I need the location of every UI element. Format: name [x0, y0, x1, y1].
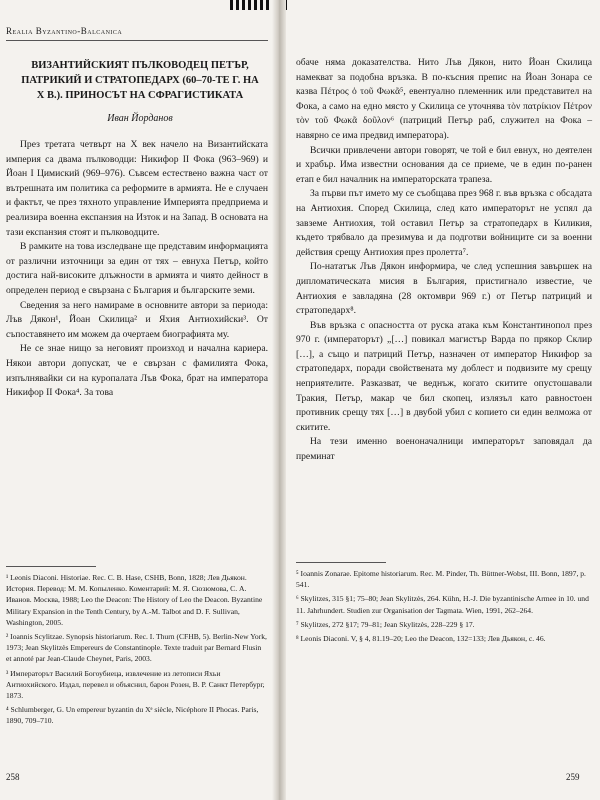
footnote: ⁸ Leonis Diaconi. V, § 4, 81.19–20; Leo the Deacon, 132=133; Лев Дьякон, с. 46. [296, 634, 546, 644]
paragraph: През третата четвърт на Х век начело на Византийската империя са двама пълководци: Никифор II Фока (963–969) и Йоан I Цимиский (969–976). Съвсем естествено важна част от вътрешната им политика са реформите в армията. Не е случаен и фактът, че през тяхното управление Империята предприема и реализира военна експанзия на Изток и на Запад. В основата на тази експанзия стоят и пълководците. [6, 139, 268, 238]
running-head-rule [6, 40, 268, 41]
paragraph: Всички привлечени автори говорят, че той е бил евнух, но деятелен и храбър. Има известни основания да се приеме, че в един по-ранен етап е бил началник на императорската трапеза. [296, 144, 592, 185]
footnote: ⁷ Skylitzes, 272 §17; 79–81; Jean Skylitzès, 228–229 § 17. [296, 619, 475, 629]
footnote: ² Ioannis Scylitzae. Synopsis historiarum. Rec. I. Thurn (CFHB, 5). Berlin-New York, 1973; Jean Skylitzès Empereurs de Constantinople. Texte traduit par Bernard Flusin et annoté par Jean-Claude Cheynet, Paris, 2003. [6, 632, 267, 664]
paragraph: В рамките на това изследване ще представим информацията от различни източници за един от тях – евнуха Петър, който достига най-високите длъжности в армията и чиято дейност в определен период е свързана с България и българските земи. [6, 241, 268, 296]
paragraph: За първи път името му се съобщава през 968 г. във връзка с обсадата на Антиохия. Според Скилица, след като императорът не успял да завземе Антиохия, той оставил Петър за стратопедарх в Киликия, където трябвало да презимува и да подготви войниците си за военни действия срещу Антиохия през пролетта⁷. [296, 188, 592, 258]
footnote-rule [6, 566, 96, 567]
right-footnotes [296, 568, 592, 647]
page-number: 259 [566, 772, 580, 782]
footnote: ³ Императорът Василий Богоубиеца, извлечение из летописи Яхьи Антиохийского. Издал, перевел и объяснил, барон Розен, В. Р. Санкт Петербург, 1873. [6, 668, 265, 701]
right-page [286, 0, 600, 800]
left-page [0, 0, 272, 800]
footnote: ¹ Leonis Diaconi. Historiae. Rec. C. B. Hase, CSHB, Bonn, 1828; Лев Дьякон. История. Перевод: М. М. Копыленко. Коментарий: М. Я. Сюзюмова, С. А. Иванов. Москва, 1988; Leo the Deacon: The History of Leo the Deacon. Byzantine Military Expansion in the Tenth Century, by A.-M. Talbot and D. F. Sullivan, Washington, 2005. [6, 573, 263, 627]
paragraph: Във връзка с опасността от руска атака към Константинопол през 970 г. (императорът) „[…] повикал магистър Варда по прякор Склир […], а също и патриций Петър, назначен от император Никифор за стратопедарх, поради свойствената му доблест и подвизите му срещу неприятелите. Разказват, че веднъж, когато скитите опустошавали Тракия, Петър, макар че бил скопец, излязъл като равностоен противник срещу тях […] в двубой убил с копието си един велможа от скитите. [296, 319, 592, 433]
paragraph: По-нататък Лъв Дякон информира, че след успешния завършек на дипломатическата мисия в България, пристигнало известие, че Антиохия е завладяна (28 октомври 969 г.) от Петър патриций и стратопедарх⁸. [296, 261, 592, 317]
left-footnotes [6, 572, 268, 730]
paragraph: На тези именно военоначалници императорът заповядал да преминат [296, 436, 592, 463]
paragraph: Не се знае нищо за неговият произход и начална кариера. Някои автори допускат, че е свързан с фамилията Фока, изпълнявайки си на куропалата Лъв Фока, брат на императора Никифор II Фока⁴. За това [6, 343, 268, 399]
running-head: Realia Byzantino-Balcanica [6, 26, 123, 36]
right-body-text [296, 56, 592, 465]
footnote-rule [296, 562, 386, 563]
paragraph: обаче няма доказателства. Нито Лъв Дякон, нито Йоан Скилица намекват за подобна връзка. В по-късния препис на Йоан Зонара се казва Πέτρος ὁ τοῦ Φωκᾶ⁵, евентуално племенник или представител на Фока, а само на едно място у Скилица се уточнява τὸν πατρίκιον Πέτρον τὸν τοῦ Φωκᾶ δοῦλον⁶ (патриций Петър раб, служител на Фока – навярно се има предвид императора). [296, 57, 592, 141]
footnote: ⁴ Schlumberger, G. Un empereur byzantin du Xᵉ siècle, Nicéphore II Phocas. Paris, 1890, 709–710. [6, 705, 259, 726]
article-title: ВИЗАНТИЙСКИЯТ ПЪЛКОВОДЕЦ ПЕТЪР, ПАТРИКИЙ И СТРАТОПЕДАРХ (60–70-ТЕ Г. НА Х В.). ПРИНОСЪТ НА СФРАГИСТИКАТА [21, 60, 259, 101]
paragraph: Сведения за него намираме в основните автори за периода: Лъв Дякон¹, Йоан Скилица² и Яхия Антиохийски³. От съпоставянето им можем да очертаем биографията му. [6, 299, 268, 340]
footnote: ⁵ Ioannis Zonarae. Epitome historiarum. Rec. M. Pinder, Th. Büttner-Wobst, III. Bonn, 1897, p. 541. [296, 569, 586, 590]
left-body-text [6, 138, 268, 401]
page-number: 258 [6, 772, 20, 782]
book-gutter [272, 0, 286, 800]
footnote: ⁶ Skylitzes, 315 §1; 75–80; Jean Skylitzès, 264. Kühn, H.-J. Die byzantinische Armee in 10. und 11. Jahrhundert. Studien zur Organisation der Tagmata. Wien, 1991, 262–264. [296, 594, 589, 615]
article-author: Иван Йорданов [107, 113, 173, 124]
